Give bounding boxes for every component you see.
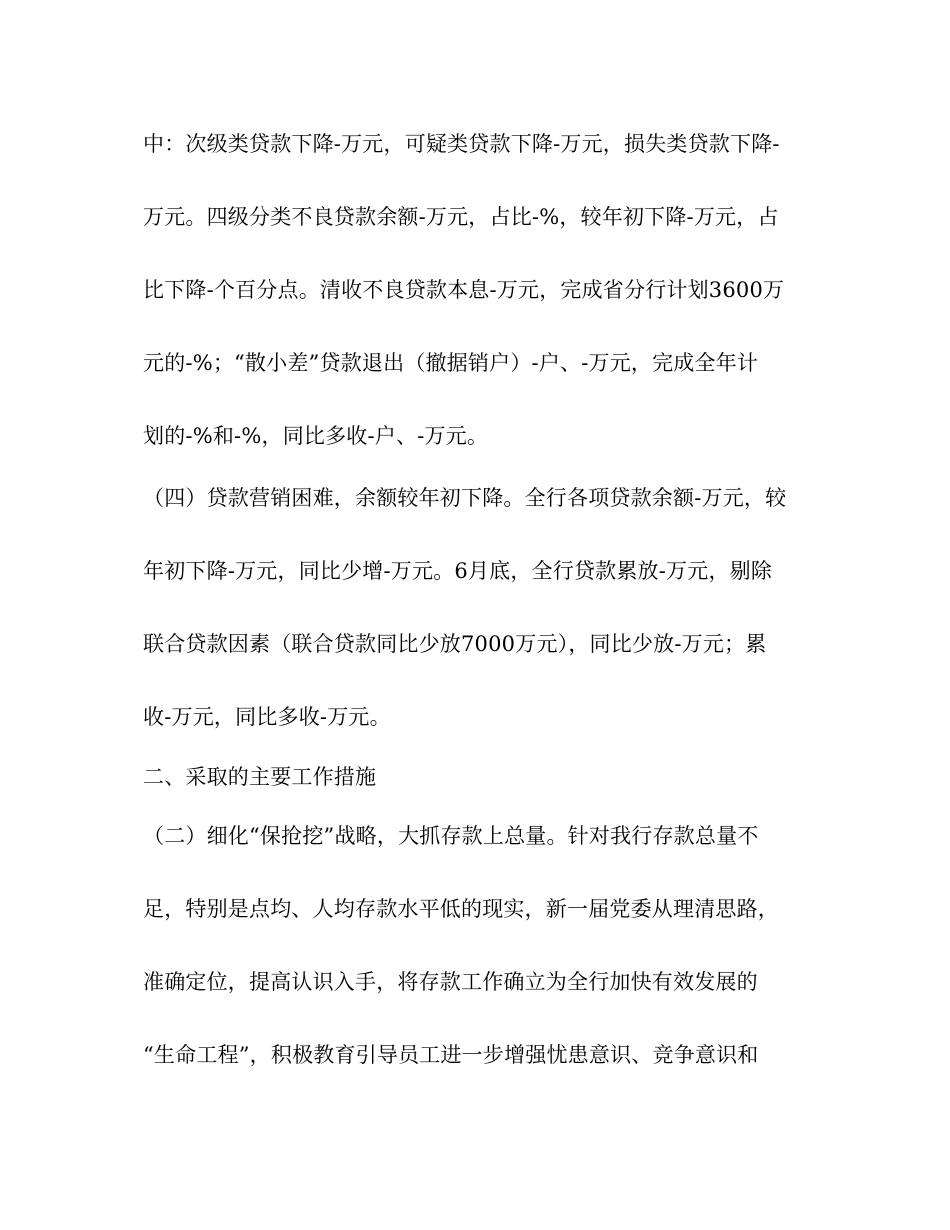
text-line: 万元。四级分类不良贷款余额-万元，占比-%，较年初下降-万元，占 <box>143 205 779 229</box>
text-line: 准确定位，提高认识入手，将存款工作确立为全行加快有效发展的 <box>143 970 758 994</box>
section-heading: 二、采取的主要工作措施 <box>143 765 377 789</box>
text-line: 收-万元，同比多收-万元。 <box>143 705 391 729</box>
paragraph-heading: （四）贷款营销困难，余额较年初下降。全行各项贷款余额-万元，较 <box>143 486 787 510</box>
text-line: 元的-%；“散小差”贷款退出（撤据销户）-户、-万元，完成全年计 <box>143 351 759 375</box>
text-line: 联合贷款因素（联合贷款同比少放7000万元），同比少放-万元；累 <box>143 632 767 656</box>
text-line: 比下降-个百分点。清收不良贷款本息-万元，完成省分行计划3600万 <box>143 278 785 302</box>
paragraph-heading: （二）细化“保抢挖”战略，大抓存款上总量。针对我行存款总量不 <box>143 824 759 848</box>
text-line: 足，特别是点均、人均存款水平低的现实，新一届党委从理清思路， <box>143 897 779 921</box>
text-line: “生命工程”，积极教育引导员工进一步增强忧患意识、竞争意识和 <box>143 1043 759 1067</box>
text-line: 中：次级类贷款下降-万元，可疑类贷款下降-万元，损失类贷款下降- <box>143 132 780 156</box>
text-line: 划的-%和-%，同比多收-户、-万元。 <box>143 424 489 448</box>
text-line: 年初下降-万元，同比少增-万元。6月底，全行贷款累放-万元，剔除 <box>143 559 773 583</box>
